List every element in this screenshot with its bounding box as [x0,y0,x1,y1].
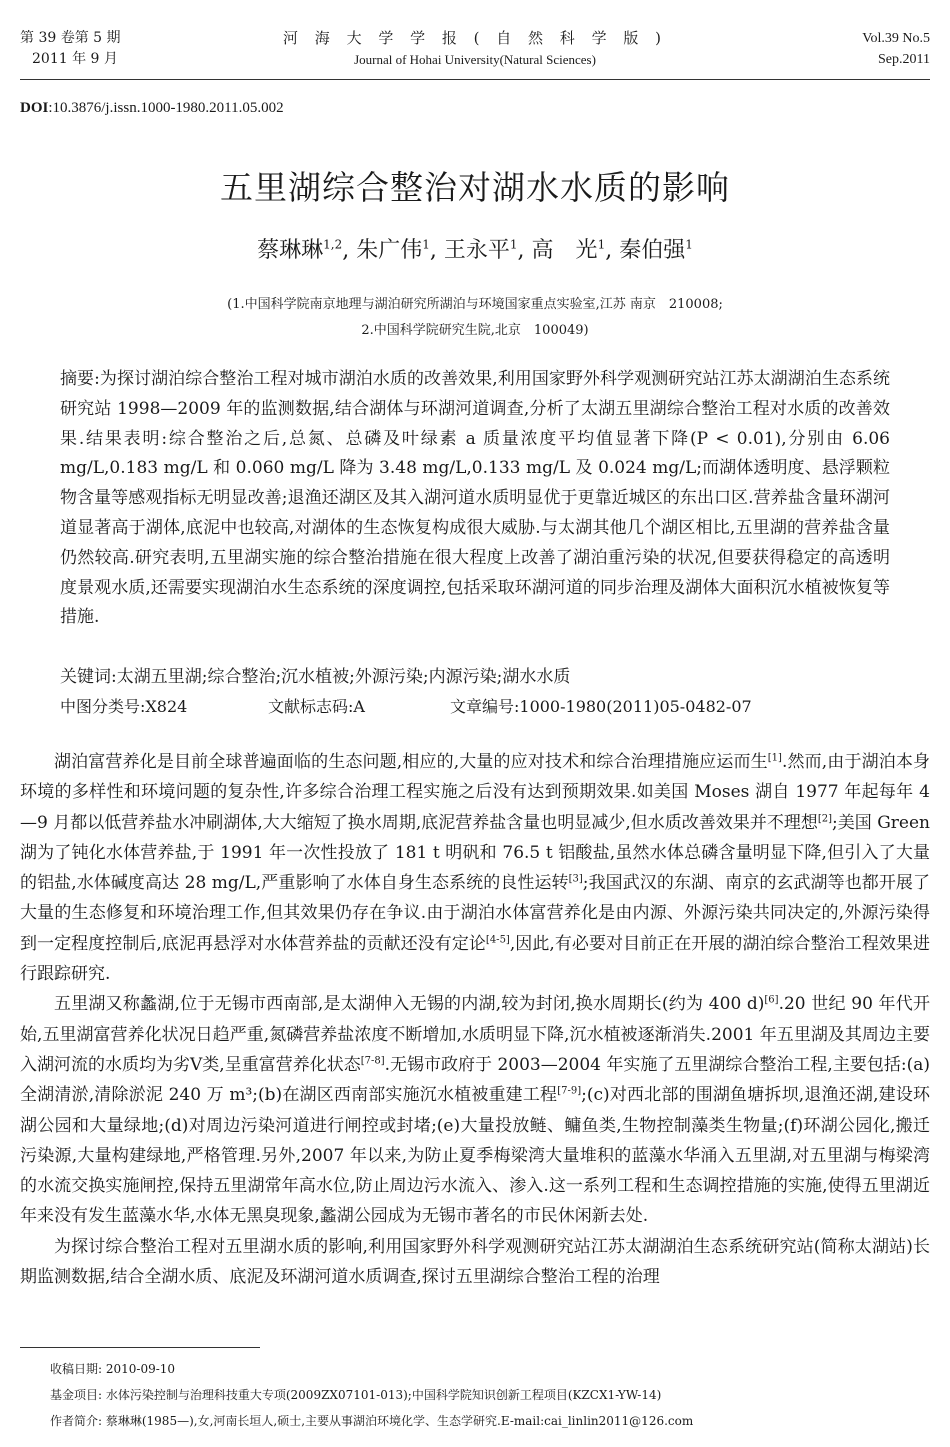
body-text-run: .然而,由于湖泊本身环境的多样性和环境问题的复杂性,许多综合治理工程实施之后没有达到预期效果.如美国 Moses 湖自 1977 年起每年 4—9 月都以低营养盐水冲刷湖体,大大缩短了换水周期,底泥营养盐含量也明显减少,但水质改善效果并不理想 [20,752,930,833]
author-separator: , [517,238,532,263]
author-affil-sup: 1 [422,237,430,252]
doi-value: :10.3876/j.issn.1000-1980.2011.05.002 [48,100,284,116]
paper-title: 五里湖综合整治对湖水水质的影响 [220,168,730,207]
author: 朱广伟 [356,238,423,263]
author-separator: , [342,238,357,263]
body-text-run: .无锡市政府于 2003—2004 年实施了五里湖综合整治工程,主要包括:(a)全湖清淤,清除淤泥 240 万 m³;(b)在湖区西南部实施沉水植被重建工程 [20,1054,930,1106]
body-paragraph: 为探讨综合整治工程对五里湖水质的影响,利用国家野外科学观测研究站江苏太湖湖泊生态系统研究站(简称太湖站)长期监测数据,结合全湖水质、底泥及环湖河道水质调查,探讨五里湖综合整治工程的治理 [20,1236,930,1288]
author: 蔡琳琳 [257,238,324,263]
doi [20,100,284,117]
journal-issue-en [862,28,930,70]
journal-name [0,28,950,70]
citation: [6] [764,994,779,1006]
article-number: 文章编号:1000-1980(2011)05-0482-07 [450,697,752,716]
header-rule [20,79,930,80]
keywords: 关键词:太湖五里湖;综合整治;沉水植被;外源污染;内源污染;湖水水质 [60,667,571,687]
affiliations [0,292,950,344]
author-list [0,233,950,264]
citation: [2] [817,812,833,824]
issue-date: 2011 年 9 月 [32,51,118,67]
author: 高 光 [531,238,598,263]
author-separator: , [605,238,620,263]
issue-date-en: Sep.2011 [878,52,930,67]
body-paragraph [20,747,930,989]
footnotes [50,1356,930,1434]
body-text-run: 湖泊富营养化是目前全球普遍面临的生态问题,相应的,大量的应对技术和综合治理措施应运而生 [54,752,768,772]
body-text [20,747,930,1292]
citation: [1] [767,752,782,764]
footnote-fund: 基金项目: 水体污染控制与治理科技重大专项(2009ZX07101-013);中国科学院知识创新工程项目(KZCX1-YW-14) [50,1388,662,1402]
author-affil-sup: 1 [597,237,606,252]
author: 王永平 [443,238,510,263]
citation: [7-8] [360,1055,385,1067]
author: 秦伯强 [619,238,686,263]
classification-line [60,692,890,721]
body-text-run: ;(c)对西北部的围湖鱼塘拆坝,退渔还湖,建设环湖公园和大量绿地;(d)对周边污染河道进行闸控或封堵;(e)大量投放鲢、鳙鱼类,生物控制藻类生物量;(f)环湖公园化,搬迁污染源,大量构建绿地,严格管理.另外,2007 年以来,为防止夏季梅梁湾大量堆积的蓝藻水华涌入五里湖,对五里湖与梅梁湾的水流交换实施闸控,保持五里湖常年高水位,防止周边污水流入、渗入.这一系列工程和生态调控措施的实施,使得五里湖近年来没有发生蓝藻水华,水体无黑臭现象,蠡湖公园成为无锡市著名的市民休闲新去处. [20,1085,931,1227]
affiliation-line: (1.中国科学院南京地理与湖泊研究所湖泊与环境国家重点实验室,江苏 南京 210008; [227,297,723,312]
issue-volume: 第 39 卷第 5 期 [20,30,121,46]
body-text-run: 五里湖又称蠡湖,位于无锡市西南部,是太湖伸入无锡的内湖,较为封闭,换水周期长(约为 400 d) [54,994,765,1015]
body-text-run: ,因此,有必要对目前正在开展的湖泊综合整治工程效果进行跟踪研究. [20,933,930,985]
affiliation-line: 2.中国科学院研究生院,北京 100049) [361,323,589,338]
author-affil-sup: 1,2 [323,237,343,252]
clc-number: 中图分类号:X824 [60,697,188,716]
doi-label: DOI [20,100,49,116]
footnote-author: 作者简介: 蔡琳琳(1985—),女,河南长垣人,硕士,主要从事湖泊环境化学、生态学研究.E-mail:cai_linlin2011@126.com [50,1414,694,1428]
footnote-rule [20,1347,260,1348]
body-text-run: ;我国武汉的东湖、南京的玄武湖等也都开展了大量的生态修复和环境治理工作,但其效果仍存在争议.由于湖泊水体富营养化是由内源、外源污染共同决定的,外源污染得到一定程度控制后,底泥再悬浮对水体营养盐的贡献还没有定论 [20,873,930,954]
citation: [7-9] [557,1085,582,1097]
body-text-run: .20 世纪 90 年代开始,五里湖富营养化状况日趋严重,氮磷营养盐浓度不断增加,水质明显下降,沉水植被逐渐消失.2001 年五里湖及其周边主要入湖河流的水质均为劣Ⅴ类,呈重富营养化状态 [20,994,930,1075]
author-affil-sup: 1 [509,237,518,252]
footnote-received: 收稿日期: 2010-09-10 [50,1362,176,1376]
body-paragraph [20,989,930,1231]
abstract: 摘要:为探讨湖泊综合整治工程对城市湖泊水质的改善效果,利用国家野外科学观测研究站江苏太湖湖泊生态系统研究站 1998—2009 年的监测数据,结合湖体与环湖河道调查,分析了太湖五里湖综合整治工程对水质的改善效果.结果表明:综合整治之后,总氮、总磷及叶绿素 a 质量浓度平均值显著下降(P < 0.01),分别由 6.06 mg/L,0.183 mg/L 和 0.060 mg/L 降为 3.48 mg/L,0.133 mg/L 及 0.024 mg/L;而湖体透明度、悬浮颗粒物含量等感观指标无明显改善;退渔还湖区及其入湖河道水质明显优于更靠近城区的东出口区.营养盐含量环湖河道显著高于湖体,底泥中也较高,对湖体的生态恢复构成很大威胁.与太湖其他几个湖区相比,五里湖的营养盐含量仍然较高.研究表明,五里湖实施的综合整治措施在很大程度上改善了湖泊重污染的状况,但要获得稳定的高透明度景观水质,还需要实现湖泊水生态系统的深度调控,包括采取环湖河道的同步治理及湖体大面积沉水植被恢复等措施. [60,369,890,628]
journal-name-en: Journal of Hohai University(Natural Sciences) [354,52,596,67]
author-affil-sup: 1 [685,237,693,252]
author-separator: , [429,238,444,263]
document-code: 文献标志码:A [268,697,365,716]
citation: [4-5] [485,934,510,946]
body-text-run: ;美国 Green 湖为了钝化水体营养盐,于 1991 年一次性投放了 181 t 明矾和 76.5 t 铝酸盐,虽然水体总磷含量明显下降,但引入了大量的铝盐,水体碱度高达 28 mg/L,严重影响了水体自身生态系统的良性运转 [20,812,930,894]
citation: [3] [568,873,583,885]
issue-volume-en: Vol.39 No.5 [862,31,930,46]
journal-name-cn: 河 海 大 学 学 报 ( 自 然 科 学 版 ) [283,29,667,47]
